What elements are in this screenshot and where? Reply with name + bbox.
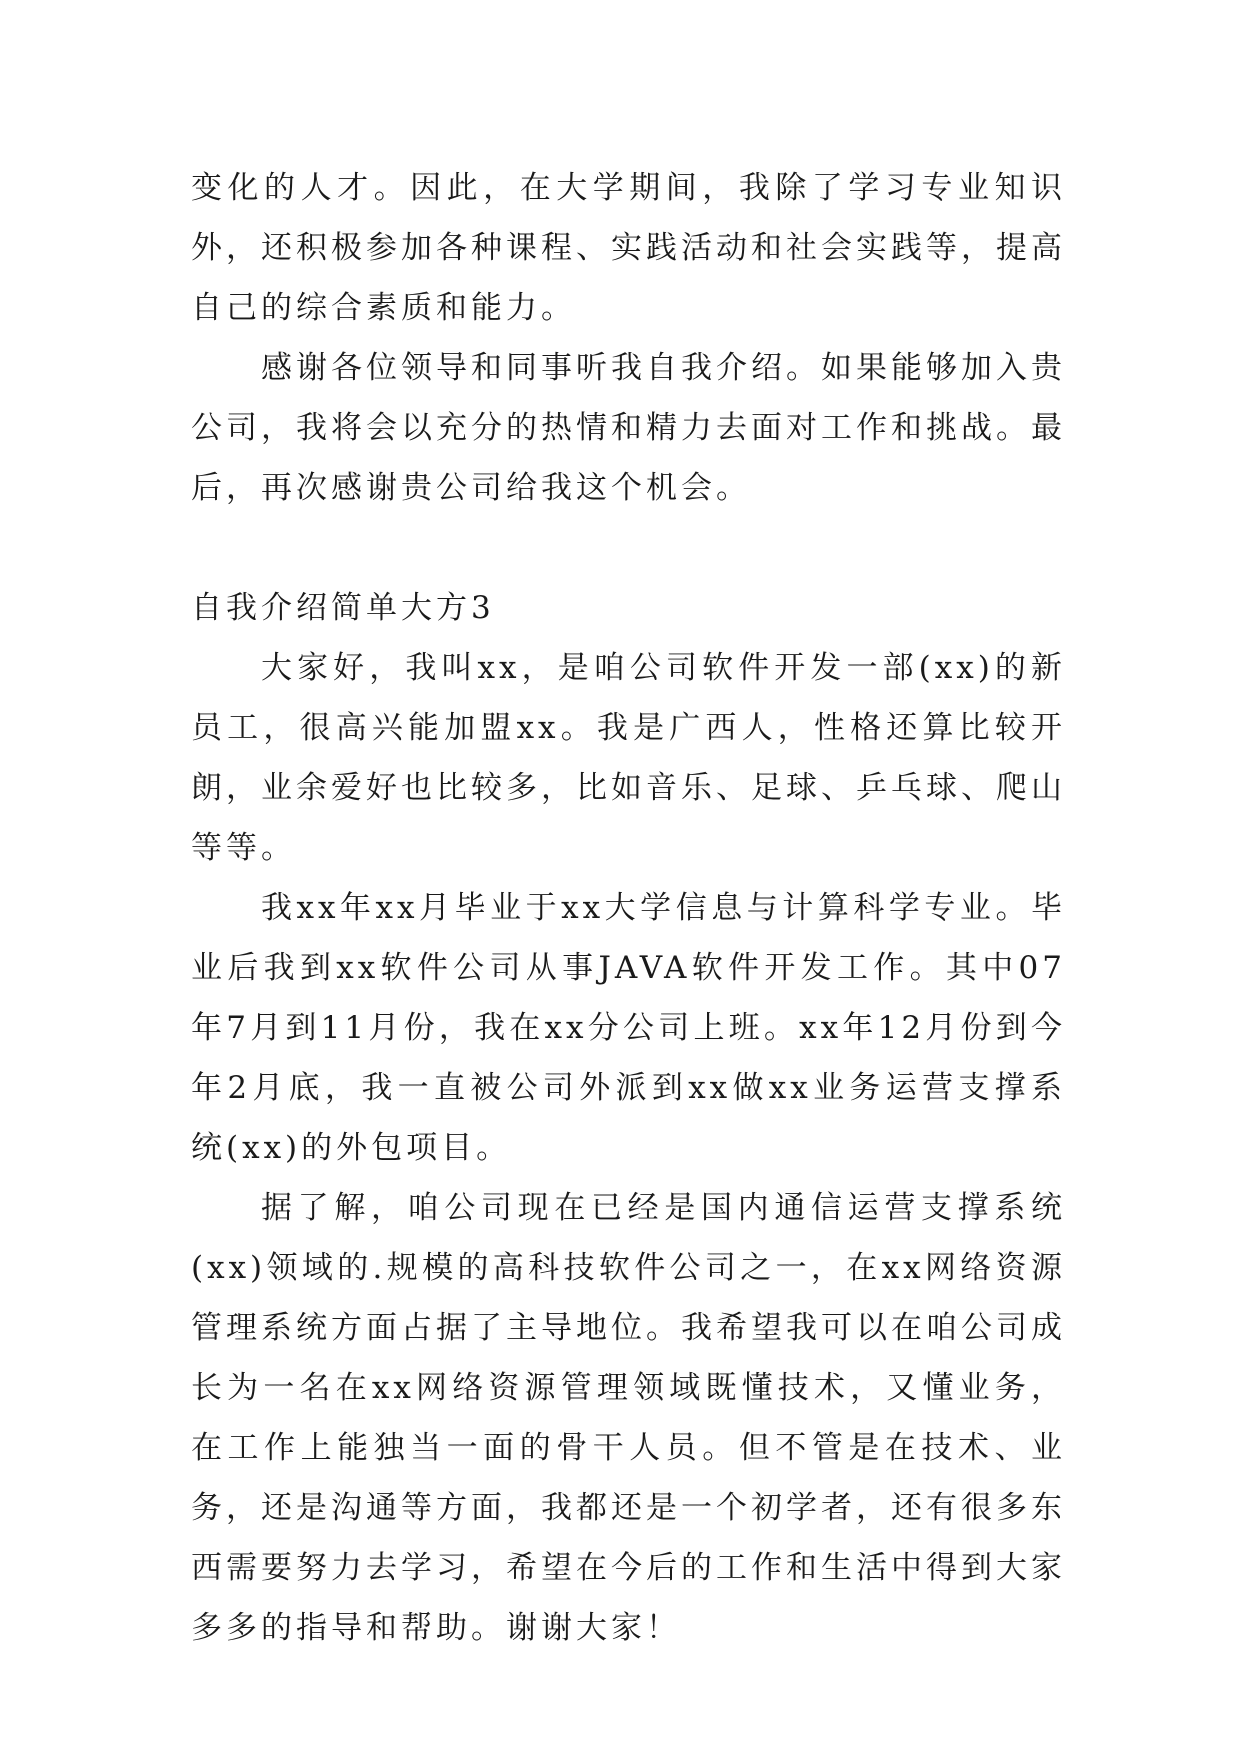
document-body: [191, 158, 1066, 1658]
paragraph-aspiration: 据了解，咱公司现在已经是国内通信运营支撑系统(xx)领域的.规模的高科技软件公司之一，在xx网络资源管理系统方面占据了主导地位。我希望我可以在咱公司成长为一名在xx网络资源管理领域既懂技术，又懂业务，在工作上能独当一面的骨干人员。但不管是在技术、业务，还是沟通等方面，我都还是一个初学者，还有很多东西需要努力去学习，希望在今后的工作和生活中得到大家多多的指导和帮助。谢谢大家！: [191, 1190, 1066, 1646]
section-title: 自我介绍简单大方3: [191, 590, 495, 626]
paragraph-greeting: 大家好，我叫xx，是咱公司软件开发一部(xx)的新员工，很高兴能加盟xx。我是广西人，性格还算比较开朗，业余爱好也比较多，比如音乐、足球、乒乓球、爬山等等。: [191, 650, 1066, 866]
paragraph-experience: 我xx年xx月毕业于xx大学信息与计算科学专业。毕业后我到xx软件公司从事JAVA软件开发工作。其中07年7月到11月份，我在xx分公司上班。xx年12月份到今年2月底，我一直被公司外派到xx做xx业务运营支撑系统(xx)的外包项目。: [191, 890, 1066, 1166]
section-spacer: [191, 518, 1066, 578]
paragraph-thanks: 感谢各位领导和同事听我自我介绍。如果能够加入贵公司，我将会以充分的热情和精力去面对工作和挑战。最后，再次感谢贵公司给我这个机会。: [191, 350, 1066, 506]
paragraph-continued: 变化的人才。因此，在大学期间，我除了学习专业知识外，还积极参加各种课程、实践活动和社会实践等，提高自己的综合素质和能力。: [191, 170, 1066, 326]
